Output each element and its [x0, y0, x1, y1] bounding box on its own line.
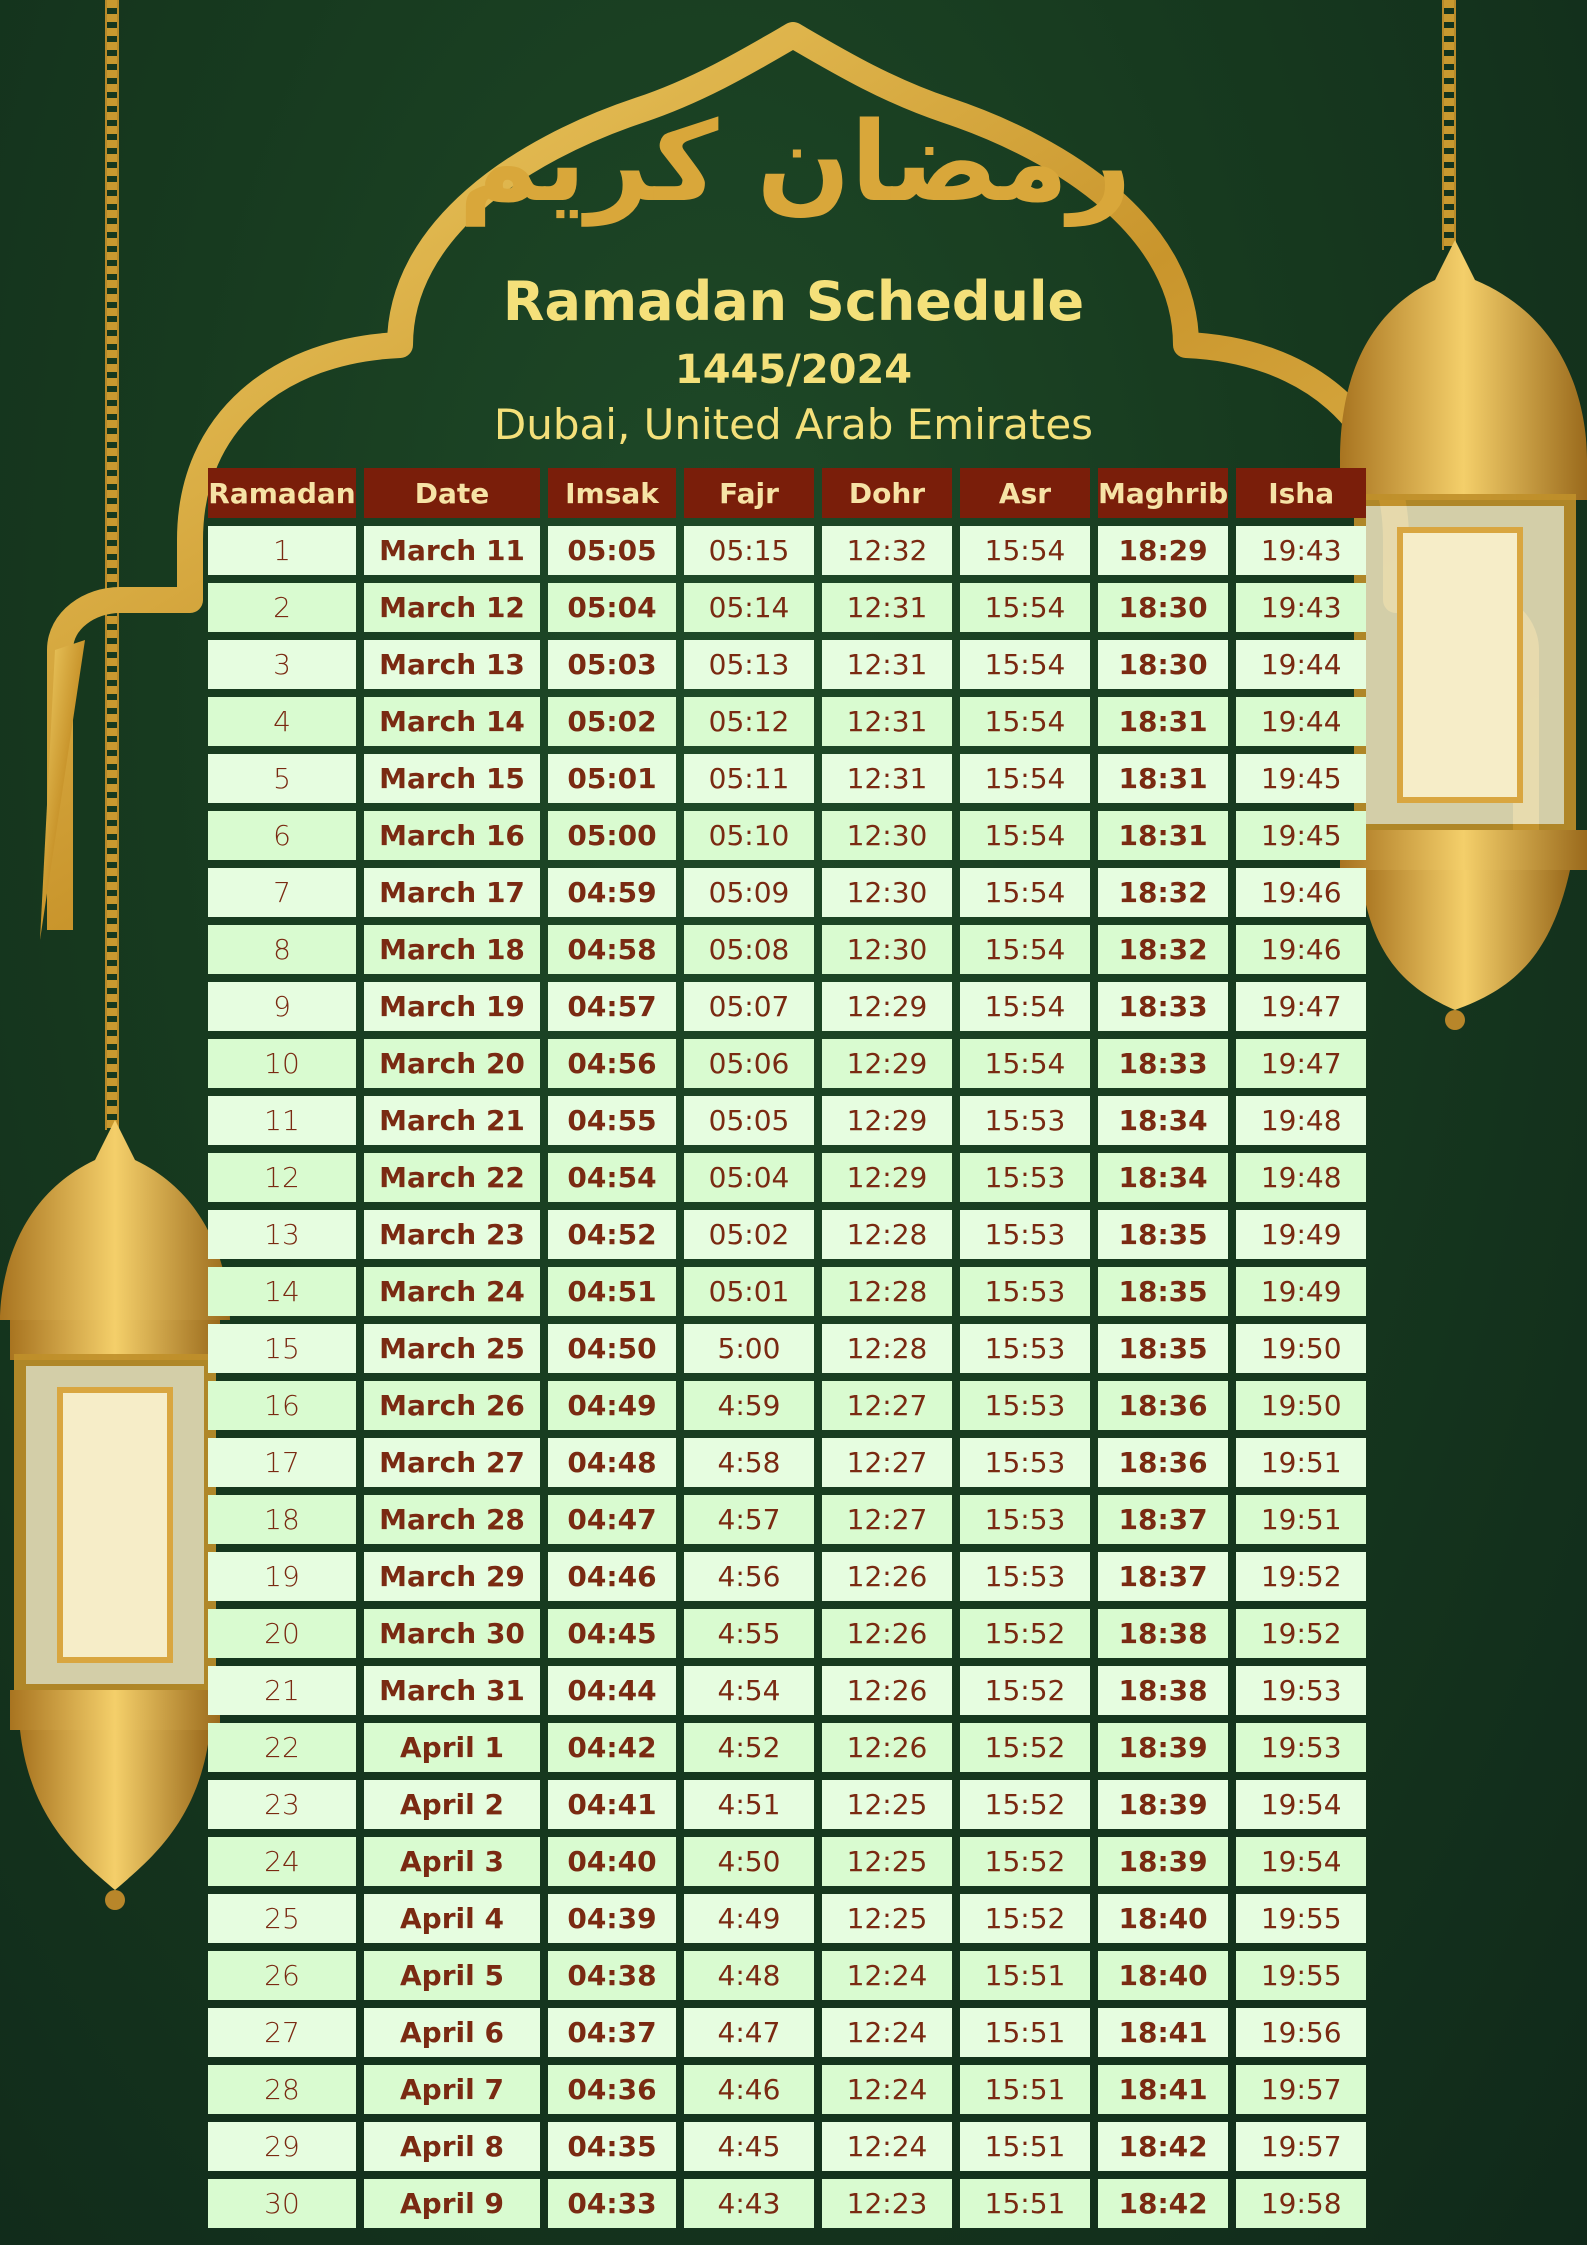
- ramadan-day-cell: 27: [208, 2008, 356, 2057]
- table-header-row: [208, 468, 1366, 518]
- ramadan-day-cell: 18: [208, 1495, 356, 1544]
- svg-text:رمضان كريم: رمضان كريم: [458, 98, 1132, 226]
- asr-time-cell: 15:54: [960, 640, 1090, 689]
- date-cell: March 17: [364, 868, 540, 917]
- fajr-time-cell: 05:06: [684, 1039, 814, 1088]
- date-cell: March 19: [364, 982, 540, 1031]
- ramadan-day-cell: 3: [208, 640, 356, 689]
- asr-time-cell: 15:53: [960, 1381, 1090, 1430]
- asr-time-cell: 15:53: [960, 1438, 1090, 1487]
- isha-time-cell: 19:43: [1236, 583, 1366, 632]
- isha-time-cell: 19:50: [1236, 1381, 1366, 1430]
- fajr-time-cell: 4:51: [684, 1780, 814, 1829]
- date-cell: April 5: [364, 1951, 540, 2000]
- isha-time-cell: 19:44: [1236, 697, 1366, 746]
- imsak-time-cell: 04:45: [548, 1609, 676, 1658]
- fajr-time-cell: 05:02: [684, 1210, 814, 1259]
- table-row: [208, 982, 1366, 1031]
- dohr-time-cell: 12:31: [822, 754, 952, 803]
- dohr-time-cell: 12:29: [822, 1096, 952, 1145]
- isha-time-cell: 19:54: [1236, 1780, 1366, 1829]
- asr-time-cell: 15:54: [960, 697, 1090, 746]
- maghrib-time-cell: 18:41: [1098, 2008, 1228, 2057]
- asr-time-cell: 15:52: [960, 1723, 1090, 1772]
- ramadan-kareem-calligraphy-logo: [458, 30, 1132, 270]
- date-cell: March 16: [364, 811, 540, 860]
- isha-time-cell: 19:53: [1236, 1723, 1366, 1772]
- asr-time-cell: 15:53: [960, 1552, 1090, 1601]
- ramadan-day-cell: 5: [208, 754, 356, 803]
- table-row: [208, 1495, 1366, 1544]
- dohr-time-cell: 12:26: [822, 1666, 952, 1715]
- dohr-time-cell: 12:27: [822, 1495, 952, 1544]
- fajr-time-cell: 4:54: [684, 1666, 814, 1715]
- imsak-time-cell: 04:55: [548, 1096, 676, 1145]
- imsak-time-cell: 04:33: [548, 2179, 676, 2228]
- isha-time-cell: 19:51: [1236, 1438, 1366, 1487]
- date-cell: April 3: [364, 1837, 540, 1886]
- imsak-time-cell: 04:36: [548, 2065, 676, 2114]
- table-row: [208, 2008, 1366, 2057]
- fajr-time-cell: 4:48: [684, 1951, 814, 2000]
- column-header-maghrib: Maghrib: [1098, 468, 1228, 518]
- ramadan-day-cell: 14: [208, 1267, 356, 1316]
- date-cell: March 12: [364, 583, 540, 632]
- imsak-time-cell: 04:40: [548, 1837, 676, 1886]
- asr-time-cell: 15:53: [960, 1324, 1090, 1373]
- asr-time-cell: 15:53: [960, 1267, 1090, 1316]
- maghrib-time-cell: 18:39: [1098, 1837, 1228, 1886]
- column-header-fajr: Fajr: [684, 468, 814, 518]
- fajr-time-cell: 05:04: [684, 1153, 814, 1202]
- fajr-time-cell: 05:09: [684, 868, 814, 917]
- imsak-time-cell: 04:38: [548, 1951, 676, 2000]
- fajr-time-cell: 05:05: [684, 1096, 814, 1145]
- ramadan-day-cell: 25: [208, 1894, 356, 1943]
- ramadan-day-cell: 4: [208, 697, 356, 746]
- asr-time-cell: 15:54: [960, 526, 1090, 575]
- imsak-time-cell: 04:57: [548, 982, 676, 1031]
- isha-time-cell: 19:52: [1236, 1552, 1366, 1601]
- table-row: [208, 1552, 1366, 1601]
- isha-time-cell: 19:44: [1236, 640, 1366, 689]
- asr-time-cell: 15:54: [960, 811, 1090, 860]
- isha-time-cell: 19:49: [1236, 1267, 1366, 1316]
- ramadan-day-cell: 22: [208, 1723, 356, 1772]
- dohr-time-cell: 12:24: [822, 2122, 952, 2171]
- ramadan-day-cell: 19: [208, 1552, 356, 1601]
- imsak-time-cell: 04:58: [548, 925, 676, 974]
- table-row: [208, 1381, 1366, 1430]
- fajr-time-cell: 5:00: [684, 1324, 814, 1373]
- asr-time-cell: 15:51: [960, 2065, 1090, 2114]
- imsak-time-cell: 05:00: [548, 811, 676, 860]
- imsak-time-cell: 04:35: [548, 2122, 676, 2171]
- dohr-time-cell: 12:28: [822, 1210, 952, 1259]
- date-cell: March 29: [364, 1552, 540, 1601]
- imsak-time-cell: 04:47: [548, 1495, 676, 1544]
- maghrib-time-cell: 18:34: [1098, 1153, 1228, 1202]
- isha-time-cell: 19:45: [1236, 754, 1366, 803]
- fajr-time-cell: 4:52: [684, 1723, 814, 1772]
- ramadan-schedule-table: [200, 460, 1374, 2236]
- asr-time-cell: 15:51: [960, 2008, 1090, 2057]
- dohr-time-cell: 12:26: [822, 1609, 952, 1658]
- date-cell: April 4: [364, 1894, 540, 1943]
- asr-time-cell: 15:53: [960, 1210, 1090, 1259]
- table-row: [208, 1210, 1366, 1259]
- ramadan-day-cell: 24: [208, 1837, 356, 1886]
- table-row: [208, 1609, 1366, 1658]
- date-cell: March 30: [364, 1609, 540, 1658]
- fajr-time-cell: 4:50: [684, 1837, 814, 1886]
- date-cell: March 23: [364, 1210, 540, 1259]
- isha-time-cell: 19:55: [1236, 1951, 1366, 2000]
- fajr-time-cell: 05:14: [684, 583, 814, 632]
- column-header-asr: Asr: [960, 468, 1090, 518]
- maghrib-time-cell: 18:40: [1098, 1951, 1228, 2000]
- dohr-time-cell: 12:30: [822, 811, 952, 860]
- maghrib-time-cell: 18:31: [1098, 811, 1228, 860]
- table-row: [208, 1324, 1366, 1373]
- isha-time-cell: 19:48: [1236, 1096, 1366, 1145]
- column-header-isha: Isha: [1236, 468, 1366, 518]
- table-row: [208, 2122, 1366, 2171]
- maghrib-time-cell: 18:30: [1098, 640, 1228, 689]
- table-row: [208, 925, 1366, 974]
- maghrib-time-cell: 18:42: [1098, 2122, 1228, 2171]
- year-subtitle: 1445/2024: [674, 347, 913, 393]
- asr-time-cell: 15:54: [960, 925, 1090, 974]
- dohr-time-cell: 12:26: [822, 1723, 952, 1772]
- maghrib-time-cell: 18:42: [1098, 2179, 1228, 2228]
- table-row: [208, 754, 1366, 803]
- table-row: [208, 1438, 1366, 1487]
- isha-time-cell: 19:57: [1236, 2065, 1366, 2114]
- asr-time-cell: 15:52: [960, 1780, 1090, 1829]
- maghrib-time-cell: 18:35: [1098, 1267, 1228, 1316]
- fajr-time-cell: 05:11: [684, 754, 814, 803]
- imsak-time-cell: 04:59: [548, 868, 676, 917]
- dohr-time-cell: 12:24: [822, 2008, 952, 2057]
- ramadan-day-cell: 7: [208, 868, 356, 917]
- isha-time-cell: 19:57: [1236, 2122, 1366, 2171]
- maghrib-time-cell: 18:37: [1098, 1552, 1228, 1601]
- column-header-date: Date: [364, 468, 540, 518]
- date-cell: March 25: [364, 1324, 540, 1373]
- imsak-time-cell: 04:41: [548, 1780, 676, 1829]
- table-row: [208, 1096, 1366, 1145]
- imsak-time-cell: 04:56: [548, 1039, 676, 1088]
- isha-time-cell: 19:50: [1236, 1324, 1366, 1373]
- ramadan-day-cell: 1: [208, 526, 356, 575]
- asr-time-cell: 15:52: [960, 1609, 1090, 1658]
- date-cell: March 26: [364, 1381, 540, 1430]
- asr-time-cell: 15:52: [960, 1666, 1090, 1715]
- dohr-time-cell: 12:30: [822, 925, 952, 974]
- date-cell: March 21: [364, 1096, 540, 1145]
- date-cell: March 15: [364, 754, 540, 803]
- imsak-time-cell: 05:01: [548, 754, 676, 803]
- fajr-time-cell: 4:57: [684, 1495, 814, 1544]
- table-row: [208, 2179, 1366, 2228]
- asr-time-cell: 15:51: [960, 1951, 1090, 2000]
- asr-time-cell: 15:53: [960, 1153, 1090, 1202]
- date-cell: March 18: [364, 925, 540, 974]
- date-cell: March 20: [364, 1039, 540, 1088]
- maghrib-time-cell: 18:41: [1098, 2065, 1228, 2114]
- fajr-time-cell: 05:15: [684, 526, 814, 575]
- asr-time-cell: 15:51: [960, 2122, 1090, 2171]
- date-cell: April 1: [364, 1723, 540, 1772]
- fajr-time-cell: 05:13: [684, 640, 814, 689]
- asr-time-cell: 15:51: [960, 2179, 1090, 2228]
- table-row: [208, 697, 1366, 746]
- schedule-body: [208, 526, 1366, 2228]
- ramadan-day-cell: 20: [208, 1609, 356, 1658]
- isha-time-cell: 19:55: [1236, 1894, 1366, 1943]
- table-row: [208, 811, 1366, 860]
- table-row: [208, 583, 1366, 632]
- date-cell: March 14: [364, 697, 540, 746]
- fajr-time-cell: 4:43: [684, 2179, 814, 2228]
- lantern-left-icon: [0, 1120, 230, 1910]
- dohr-time-cell: 12:27: [822, 1381, 952, 1430]
- maghrib-time-cell: 18:33: [1098, 1039, 1228, 1088]
- maghrib-time-cell: 18:36: [1098, 1438, 1228, 1487]
- date-cell: March 31: [364, 1666, 540, 1715]
- fajr-time-cell: 4:59: [684, 1381, 814, 1430]
- imsak-time-cell: 05:05: [548, 526, 676, 575]
- imsak-time-cell: 04:42: [548, 1723, 676, 1772]
- asr-time-cell: 15:54: [960, 868, 1090, 917]
- imsak-time-cell: 04:48: [548, 1438, 676, 1487]
- fajr-time-cell: 05:12: [684, 697, 814, 746]
- dohr-time-cell: 12:28: [822, 1324, 952, 1373]
- ramadan-day-cell: 23: [208, 1780, 356, 1829]
- isha-time-cell: 19:53: [1236, 1666, 1366, 1715]
- dohr-time-cell: 12:30: [822, 868, 952, 917]
- date-cell: April 8: [364, 2122, 540, 2171]
- fajr-time-cell: 05:01: [684, 1267, 814, 1316]
- imsak-time-cell: 04:49: [548, 1381, 676, 1430]
- isha-time-cell: 19:58: [1236, 2179, 1366, 2228]
- date-cell: April 7: [364, 2065, 540, 2114]
- isha-time-cell: 19:47: [1236, 982, 1366, 1031]
- isha-time-cell: 19:43: [1236, 526, 1366, 575]
- dohr-time-cell: 12:26: [822, 1552, 952, 1601]
- table-row: [208, 1837, 1366, 1886]
- column-header-imsak: Imsak: [548, 468, 676, 518]
- asr-time-cell: 15:52: [960, 1894, 1090, 1943]
- maghrib-time-cell: 18:31: [1098, 697, 1228, 746]
- maghrib-time-cell: 18:31: [1098, 754, 1228, 803]
- fajr-time-cell: 4:47: [684, 2008, 814, 2057]
- dohr-time-cell: 12:29: [822, 1153, 952, 1202]
- dohr-time-cell: 12:28: [822, 1267, 952, 1316]
- imsak-time-cell: 05:02: [548, 697, 676, 746]
- date-cell: March 24: [364, 1267, 540, 1316]
- maghrib-time-cell: 18:35: [1098, 1324, 1228, 1373]
- dohr-time-cell: 12:24: [822, 2065, 952, 2114]
- asr-time-cell: 15:54: [960, 754, 1090, 803]
- table-row: [208, 1894, 1366, 1943]
- ramadan-day-cell: 28: [208, 2065, 356, 2114]
- dohr-time-cell: 12:31: [822, 583, 952, 632]
- date-cell: March 11: [364, 526, 540, 575]
- imsak-time-cell: 04:37: [548, 2008, 676, 2057]
- isha-time-cell: 19:45: [1236, 811, 1366, 860]
- dohr-time-cell: 12:31: [822, 697, 952, 746]
- table-row: [208, 1723, 1366, 1772]
- imsak-time-cell: 04:52: [548, 1210, 676, 1259]
- imsak-time-cell: 05:03: [548, 640, 676, 689]
- asr-time-cell: 15:52: [960, 1837, 1090, 1886]
- ramadan-day-cell: 8: [208, 925, 356, 974]
- isha-time-cell: 19:51: [1236, 1495, 1366, 1544]
- dohr-time-cell: 12:25: [822, 1894, 952, 1943]
- fajr-time-cell: 4:45: [684, 2122, 814, 2171]
- asr-time-cell: 15:53: [960, 1495, 1090, 1544]
- asr-time-cell: 15:54: [960, 982, 1090, 1031]
- maghrib-time-cell: 18:32: [1098, 925, 1228, 974]
- maghrib-time-cell: 18:34: [1098, 1096, 1228, 1145]
- ramadan-day-cell: 17: [208, 1438, 356, 1487]
- isha-time-cell: 19:46: [1236, 925, 1366, 974]
- isha-time-cell: 19:54: [1236, 1837, 1366, 1886]
- asr-time-cell: 15:53: [960, 1096, 1090, 1145]
- ramadan-day-cell: 16: [208, 1381, 356, 1430]
- isha-time-cell: 19:46: [1236, 868, 1366, 917]
- date-cell: March 22: [364, 1153, 540, 1202]
- maghrib-time-cell: 18:35: [1098, 1210, 1228, 1259]
- imsak-time-cell: 04:44: [548, 1666, 676, 1715]
- fajr-time-cell: 05:07: [684, 982, 814, 1031]
- fajr-time-cell: 4:56: [684, 1552, 814, 1601]
- date-cell: April 9: [364, 2179, 540, 2228]
- maghrib-time-cell: 18:36: [1098, 1381, 1228, 1430]
- ramadan-day-cell: 10: [208, 1039, 356, 1088]
- fajr-time-cell: 4:46: [684, 2065, 814, 2114]
- date-cell: April 2: [364, 1780, 540, 1829]
- isha-time-cell: 19:47: [1236, 1039, 1366, 1088]
- dohr-time-cell: 12:29: [822, 982, 952, 1031]
- ramadan-day-cell: 21: [208, 1666, 356, 1715]
- imsak-time-cell: 04:50: [548, 1324, 676, 1373]
- table-row: [208, 1666, 1366, 1715]
- dohr-time-cell: 12:23: [822, 2179, 952, 2228]
- imsak-time-cell: 04:46: [548, 1552, 676, 1601]
- date-cell: April 6: [364, 2008, 540, 2057]
- ramadan-day-cell: 9: [208, 982, 356, 1031]
- dohr-time-cell: 12:32: [822, 526, 952, 575]
- fajr-time-cell: 4:58: [684, 1438, 814, 1487]
- dohr-time-cell: 12:31: [822, 640, 952, 689]
- table-row: [208, 868, 1366, 917]
- date-cell: March 13: [364, 640, 540, 689]
- table-row: [208, 1267, 1366, 1316]
- maghrib-time-cell: 18:29: [1098, 526, 1228, 575]
- column-header-ramadan: Ramadan: [208, 468, 356, 518]
- ramadan-day-cell: 2: [208, 583, 356, 632]
- fajr-time-cell: 05:08: [684, 925, 814, 974]
- fajr-time-cell: 4:49: [684, 1894, 814, 1943]
- table-row: [208, 1780, 1366, 1829]
- asr-time-cell: 15:54: [960, 583, 1090, 632]
- table-row: [208, 1153, 1366, 1202]
- column-header-dohr: Dohr: [822, 468, 952, 518]
- ramadan-day-cell: 11: [208, 1096, 356, 1145]
- maghrib-time-cell: 18:30: [1098, 583, 1228, 632]
- maghrib-time-cell: 18:33: [1098, 982, 1228, 1031]
- ramadan-day-cell: 12: [208, 1153, 356, 1202]
- table-row: [208, 1039, 1366, 1088]
- page-title: Ramadan Schedule: [502, 270, 1085, 333]
- imsak-time-cell: 04:51: [548, 1267, 676, 1316]
- isha-time-cell: 19:56: [1236, 2008, 1366, 2057]
- ramadan-day-cell: 15: [208, 1324, 356, 1373]
- isha-time-cell: 19:48: [1236, 1153, 1366, 1202]
- maghrib-time-cell: 18:39: [1098, 1780, 1228, 1829]
- ramadan-day-cell: 6: [208, 811, 356, 860]
- maghrib-time-cell: 18:40: [1098, 1894, 1228, 1943]
- fajr-time-cell: 05:10: [684, 811, 814, 860]
- imsak-time-cell: 04:39: [548, 1894, 676, 1943]
- dohr-time-cell: 12:25: [822, 1837, 952, 1886]
- dohr-time-cell: 12:24: [822, 1951, 952, 2000]
- ramadan-day-cell: 26: [208, 1951, 356, 2000]
- ramadan-day-cell: 29: [208, 2122, 356, 2171]
- maghrib-time-cell: 18:37: [1098, 1495, 1228, 1544]
- date-cell: March 27: [364, 1438, 540, 1487]
- dohr-time-cell: 12:27: [822, 1438, 952, 1487]
- date-cell: March 28: [364, 1495, 540, 1544]
- isha-time-cell: 19:52: [1236, 1609, 1366, 1658]
- table-row: [208, 526, 1366, 575]
- imsak-time-cell: 05:04: [548, 583, 676, 632]
- maghrib-time-cell: 18:38: [1098, 1666, 1228, 1715]
- imsak-time-cell: 04:54: [548, 1153, 676, 1202]
- ramadan-day-cell: 13: [208, 1210, 356, 1259]
- table-row: [208, 1951, 1366, 2000]
- isha-time-cell: 19:49: [1236, 1210, 1366, 1259]
- fajr-time-cell: 4:55: [684, 1609, 814, 1658]
- dohr-time-cell: 12:29: [822, 1039, 952, 1088]
- maghrib-time-cell: 18:32: [1098, 868, 1228, 917]
- city-subtitle: Dubai, United Arab Emirates: [493, 400, 1094, 449]
- maghrib-time-cell: 18:39: [1098, 1723, 1228, 1772]
- table-row: [208, 640, 1366, 689]
- asr-time-cell: 15:54: [960, 1039, 1090, 1088]
- dohr-time-cell: 12:25: [822, 1780, 952, 1829]
- table-row: [208, 2065, 1366, 2114]
- ramadan-day-cell: 30: [208, 2179, 356, 2228]
- maghrib-time-cell: 18:38: [1098, 1609, 1228, 1658]
